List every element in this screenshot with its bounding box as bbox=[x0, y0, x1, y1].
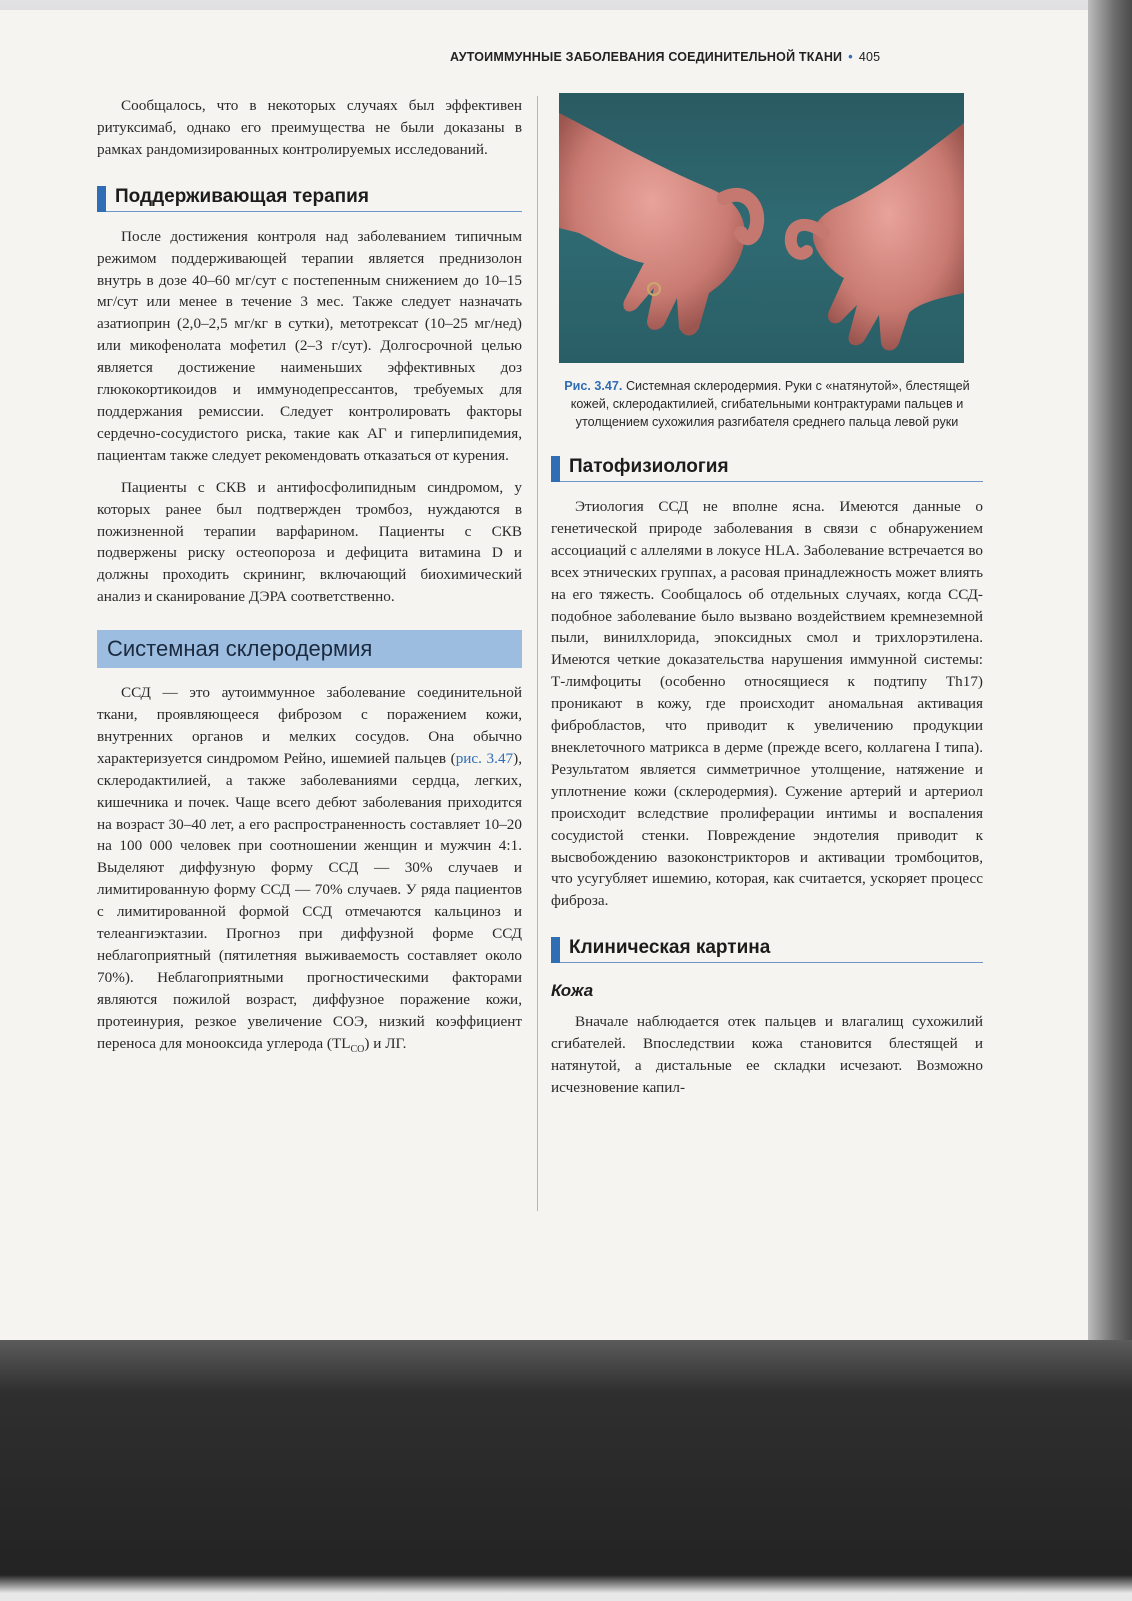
skin-paragraph: Вначале наблюдается отек пальцев и влагалищ сухожилий сгибателей. Впоследствии кожа становится блестящей и натянутой, а дистальные ее складки исчезают. Возможно исчезновение капил- bbox=[551, 1013, 983, 1096]
heading-text: Поддерживающая терапия bbox=[115, 185, 369, 207]
heading-text: Патофизиология bbox=[569, 456, 729, 477]
figure-caption bbox=[551, 377, 983, 431]
heading-marker bbox=[551, 456, 560, 482]
figure-reference-link[interactable]: рис. 3.47 bbox=[455, 749, 514, 767]
ssd-subscript: CO bbox=[350, 1043, 365, 1055]
figure-label: Рис. 3.47. bbox=[564, 379, 623, 393]
chapter-heading-ssd: Системная склеродермия bbox=[97, 630, 522, 668]
running-header bbox=[450, 50, 995, 64]
page-number: 405 bbox=[858, 50, 881, 64]
section-heading-clinic bbox=[551, 934, 983, 963]
ssd-paragraph bbox=[97, 682, 522, 1060]
figure-caption-text: Системная склеродермия. Руки с «натянутой», блестящей кожей, склеродактилией, сгибательными контрактурами пальцев и утолщением сухожилия разгибателя среднего пальца левой руки bbox=[570, 379, 970, 429]
ssd-text-3: ) и ЛГ. bbox=[364, 1034, 407, 1052]
scanner-background-right bbox=[1088, 0, 1132, 1340]
heading-marker bbox=[97, 186, 106, 212]
heading-marker bbox=[551, 937, 560, 963]
heading-text: Клиническая картина bbox=[569, 937, 771, 959]
ssd-text-2: ), склеродактилией, а также заболеваниями сердца, легких, кишечника и почек. Чаще всего дебют заболевания приходится на возраст 30–40 лет, а его распространенность составляет 10–20 на 100 000 человек при соотношении женщин и мужчин 4:1. Выделяют диффузную форму ССД — 30% случаев и лимитированную форму ССД — 70% случаев. У ряда пациентов с лимитированной формой ССД отмечаются кальциноз и телеангиэктазии. Прогноз при диффузной форме ССД неблагоприятный (пятилетняя выживаемость составляет около 70%). Неблагоприятными прогностическими факторами являются пожилой возраст, диффузное поражение кожи, протеинурия, резкое увеличение СОЭ, низкий коэффициент переноса для монооксида углерода (TL bbox=[97, 749, 522, 1052]
header-separator: • bbox=[848, 50, 853, 64]
column-divider bbox=[537, 96, 538, 1211]
ssd-text-1: ССД — это аутоиммунное заболевание соединительной ткани, проявляющееся фиброзом с поражением кожи, внутренних органов и мелких сосудов. Она обычно характеризуется синдромом Рейно, ишемией пальцев ( bbox=[97, 684, 522, 767]
support-paragraph-2: Пациенты с СКВ и антифосфолипидным синдромом, у которых ранее был подтвержден тромбоз, нуждаются в пожизненной терапии варфарином. Пациенты с СКВ подвержены риску остеопороза и дефицита витамина D и должны проходить скрининг, включающий биохимический анализ и сканирование ДЭРА соответственно. bbox=[97, 478, 522, 606]
intro-paragraph: Сообщалось, что в некоторых случаях был эффективен ритуксимаб, однако его преимущества не были доказаны в рамках рандомизированных контролируемых исследований. bbox=[97, 97, 522, 158]
hands-illustration bbox=[559, 93, 964, 363]
section-heading-patho bbox=[551, 453, 983, 482]
left-column bbox=[97, 95, 522, 1061]
left-hand bbox=[559, 113, 745, 336]
right-column bbox=[551, 93, 983, 1099]
section-heading-support bbox=[97, 183, 522, 212]
support-paragraph-1: После достижения контроля над заболеванием типичным режимом поддерживающей терапии является преднизолон внутрь в дозе 40–60 мг/сут с постепенным снижением до 10–15 мг/сут или менее в течение 3 мес. Также следует назначать азатиоприн (2,0–2,5 мг/кг в сутки), метотрексат (10–25 мг/нед) или микофенолата мофетил (2–3 г/сут). Долгосрочной целью является достижение наименьших эффективных доз глюкокортикоидов и иммунодепрессантов, требуемых для поддержания ремиссии. Следует контролировать факторы сердечно-сосудистого риска, такие как АГ и гиперлипидемия, пациентам также следует рекомендовать отказаться от курения. bbox=[97, 227, 522, 464]
right-hand bbox=[813, 123, 964, 351]
patho-paragraph: Этиология ССД не вполне ясна. Имеются данные о генетической природе заболевания в связи с обнаружением ассоциаций с аллелями в локусе HLA. Заболевание встречается во всех этнических группах, а расовая принадлежность может влиять на его тяжесть. Сообщалось об отдельных случаях, когда ССД-подобное заболевание было вызвано воздействием кремнеземной пыли, винилхлорида, эпоксидных смол и трихлорэтилена. Имеются четкие доказательства нарушения иммунной системы: Т-лимфоциты (особенно относящиеся к подтипу Th17) проникают в кожу, где происходит аномальная активация фибробластов, что приводит к увеличению продукции внеклеточного матрикса в дерме (прежде всего, коллагена I типа). Результатом является симметричное утолщение, натяжение и уплотнение кожи (склеродермия). Сужение артерий и артериол происходит вследствие пролиферации интимы и воспаления сосудистой стенки. Повреждение эндотелия приводит к высвобождению вазоконстрикторов и активации тромбоцитов, что усугубляет ишемию, которая, как считается, ускоряет процесс фиброза. bbox=[551, 498, 983, 910]
figure-hands-photo bbox=[559, 93, 964, 363]
scanner-background-bottom bbox=[0, 1340, 1132, 1601]
header-title: АУТОИММУННЫЕ ЗАБОЛЕВАНИЯ СОЕДИНИТЕЛЬНОЙ ТКАНИ bbox=[450, 50, 843, 64]
subheading-skin: Кожа bbox=[551, 981, 594, 1001]
